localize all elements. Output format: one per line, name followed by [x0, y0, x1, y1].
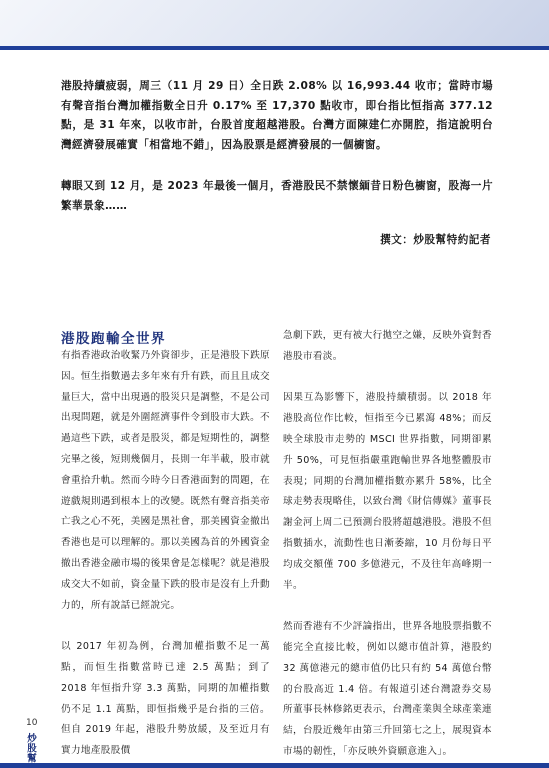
brand-label: 炒股幫 — [25, 733, 36, 763]
body-paragraph: 急劇下跌，更有被大行拋空之嫌，反映外資對香港股市看淡。 — [283, 330, 492, 362]
lead-paragraph: 港股持續疲弱，周三（11 月 29 日）全日跌 2.08% 以 16,993.44 收市；當時市場有聲音指台灣加權指數全日升 0.17% 至 17,370 點收市，即台指比恒指高 377.12 點，是 31 年來，以收市計，台股首度超越港股。台灣方面陳建仁亦開腔，指這說明台灣經濟發展確實「相當地不錯」，因為股票是經濟發展的一個櫥窗。 — [61, 80, 493, 151]
byline: 撰文：炒股幫特約記者 — [380, 234, 491, 246]
body-paragraph: 以 2017 年初為例，台灣加權指數不足一萬點，而恒生指數當時已達 2.5 萬點；到了 2018 年恒指升穿 3.3 萬點，同期的加權指數仍不足 1.1 萬點，即恒指幾乎是台指的三倍。但自 2019 年起，港股升勢放緩，及至近月有實力地產股股價 — [61, 641, 270, 757]
body-paragraph: 然而香港有不少評論指出，世界各地股票指數不能完全直接比較，例如以總市值計算，港股約 32 萬億港元的總市值仍比只有約 54 萬億台幣的台股高近 1.4 倍。有報道引述台灣證券交易所董事長林修銘更表示，台灣產業與全球產業連結，台股近幾年由第三升回第七之上，展現資本市場的韌性，「亦反映外資願意進入」。 — [283, 621, 492, 757]
right-column — [283, 326, 492, 763]
section-heading: 港股跑輸全世界 — [61, 331, 166, 347]
top-header-band — [0, 0, 549, 50]
bottom-rule — [0, 763, 549, 768]
page-number: 10 — [26, 718, 38, 728]
body-paragraph: 有指香港政治收緊乃外資卻步，正是港股下跌原因。恒生指數過去多年來有升有跌，而且且成交量巨大，當中出現過的股災只是調整，不是公司出現問題，就是外圍經濟事件令到股市大跌。不過這些下跌，或者是股災，都是短期性的，調整完畢之後，短則幾個月，長則一年半載，股市就會重拾升軌。然而今時今日香港面對的問題，在遊戲規則遇到根本上的改變。既然有聲音指美帝亡我之心不死，美國是黑社會，那美國資金撤出香港也是可以理解的。那以美國為首的外國資金撤出香港金融市場的後果會是怎樣呢？就是港股成交大不如前，資金量下跌的股市是沒有上升動力的，所有說話已經說完。 — [61, 350, 270, 611]
body-paragraph: 因果互為影響下，港股持續積弱。以 2018 年港股高位作比較，恒指至今已累瀉 48%；而反映全球股市走勢的 MSCI 世界指數，同期卻累升 50%，可見恒指嚴重跑輸世界各地整體股市表現；同期的台灣加權指數亦累升 58%，比全球走勢表現略佳，以致台灣《財信傳媒》董事長謝金河上周二已預測台股將超越港股。港股不但指數插水，流動性也日漸萎縮，10 月份每日平均成交額僅 700 多億港元，不及往年高峰期一半。 — [283, 392, 492, 591]
lead-paragraph-2: 轉眼又到 12 月，是 2023 年最後一個月，香港股民不禁懷緬昔日粉色櫥窗，股海一片繁華景象…… — [61, 180, 493, 212]
left-column — [61, 346, 270, 762]
